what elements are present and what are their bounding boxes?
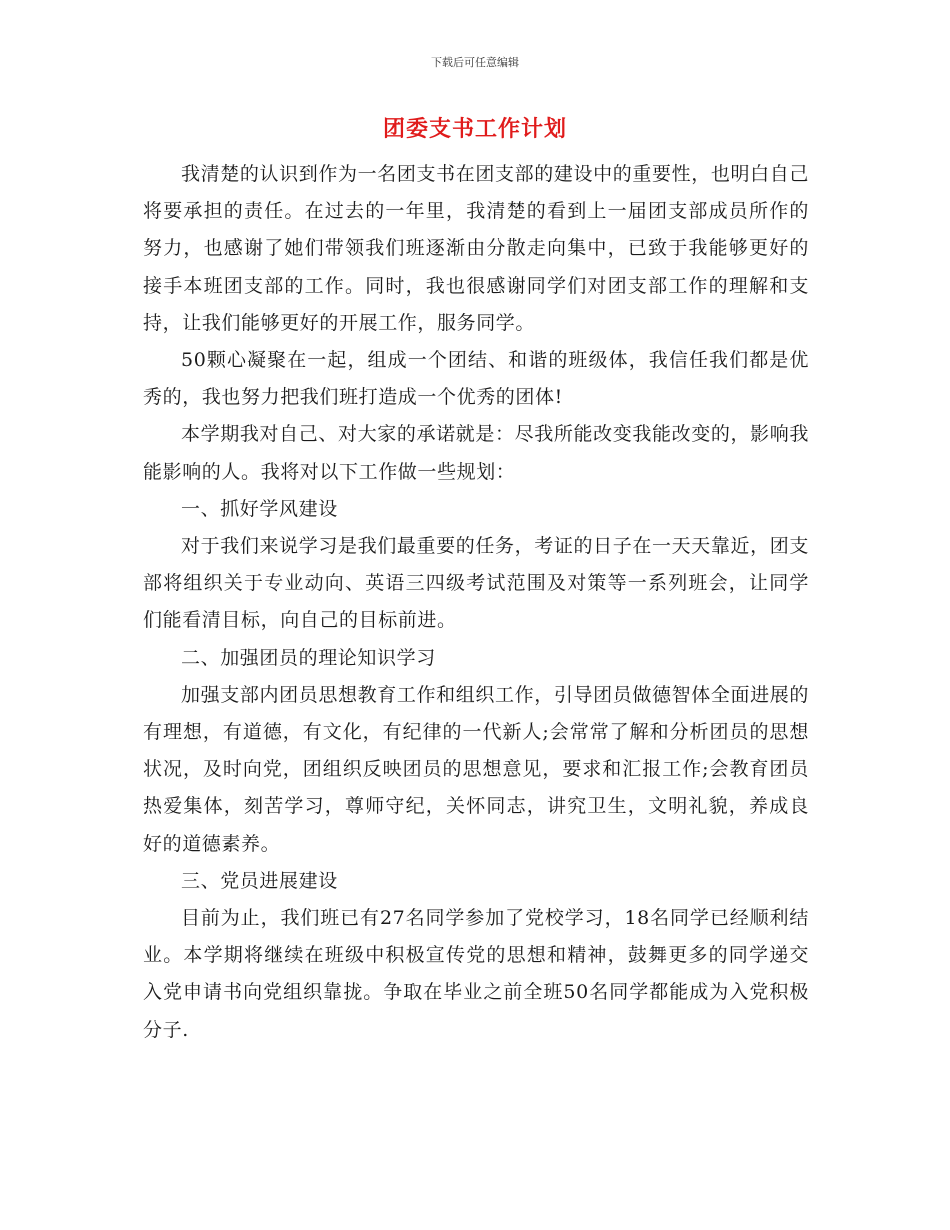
paragraph-theory-study: 加强支部内团员思想教育工作和组织工作，引导团员做德智体全面进展的有理想，有道德，有文化，有纪律的一代新人;会常常了解和分析团员的思想状况，及时向党，团组织反映团员的思想意见，要求和汇报工作;会教育团员热爱集体，刻苦学习，尊师守纪，关怀同志，讲究卫生，文明礼貌，养成良好的道德素养。 xyxy=(143,683,809,855)
paragraph-intro: 我清楚的认识到作为一名团支书在团支部的建设中的重要性，也明白自己将要承担的责任。在过去的一年里，我清楚的看到上一届团支部成员所作的努力，也感谢了她们带领我们班逐渐由分散走向集中，已致于我能够更好的接手本班团支部的工作。同时，我也很感谢同学们对团支部工作的理解和支持，让我们能够更好的开展工作，服务同学。 xyxy=(143,163,809,334)
section-heading-study-style: 一、抓好学风建设 xyxy=(181,497,338,520)
section-heading-party-development: 三、党员进展建设 xyxy=(181,869,338,892)
paragraph-promise: 本学期我对自己、对大家的承诺就是：尽我所能改变我能改变的，影响我能影响的人。我将对以下工作做一些规划： xyxy=(143,423,809,483)
section-heading-theory-study: 二、加强团员的理论知识学习 xyxy=(181,646,436,669)
header-note: 下载后可任意编辑 xyxy=(431,56,519,69)
document-body xyxy=(143,156,809,1049)
paragraph-party-development: 目前为止，我们班已有27名同学参加了党校学习，18名同学已经顺利结业。本学期将继续在班级中积极宣传党的思想和精神，鼓舞更多的同学递交入党申请书向党组织靠拢。争取在毕业之前全班50名同学都能成为入党积极分子. xyxy=(143,907,809,1041)
document-title: 团委支书工作计划 xyxy=(382,117,567,142)
paragraph-class-unity: 50颗心凝聚在一起，组成一个团结、和谐的班级体，我信任我们都是优秀的，我也努力把我们班打造成一个优秀的团体! xyxy=(143,349,809,409)
paragraph-study-style: 对于我们来说学习是我们最重要的任务，考证的日子在一天天靠近，团支部将组织关于专业动向、英语三四级考试范围及对策等一系列班会，让同学们能看清目标，向自己的目标前进。 xyxy=(143,535,809,632)
